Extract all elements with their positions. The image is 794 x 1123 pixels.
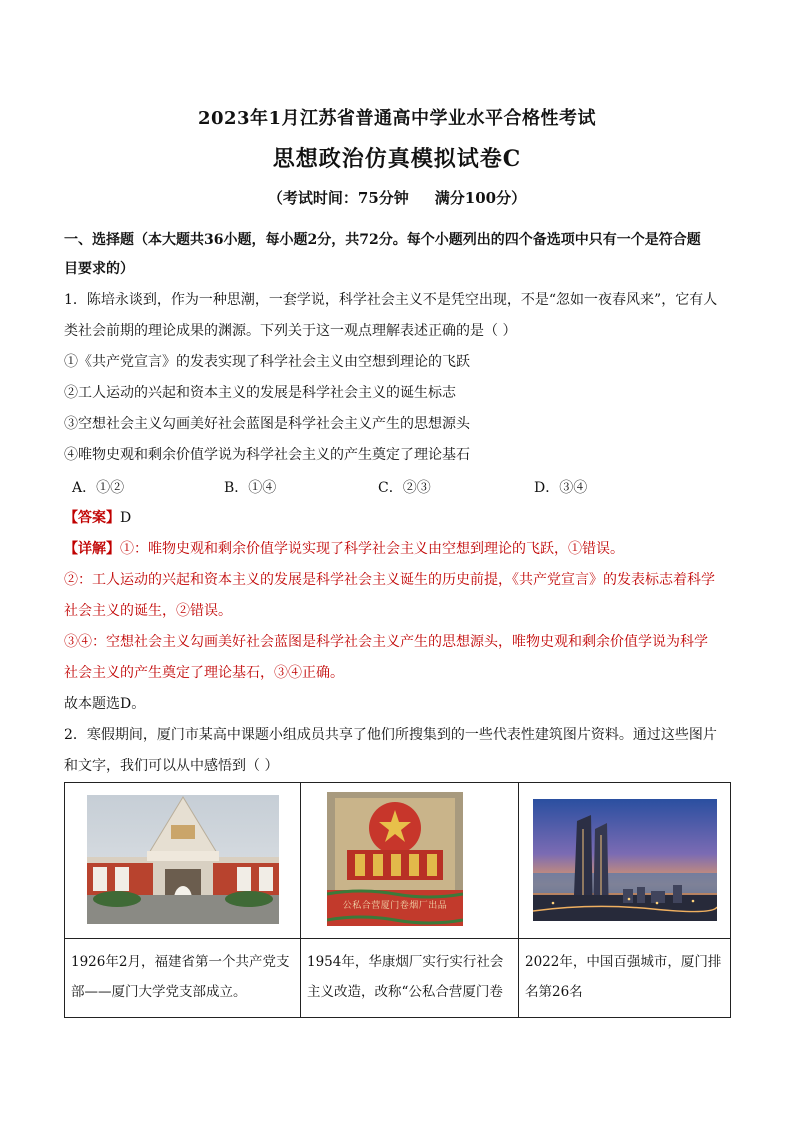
q2-image-table	[64, 782, 731, 1018]
q1-item: ③空想社会主义勾画美好社会蓝图是科学社会主义产生的思想源头	[64, 416, 470, 432]
answer-line	[64, 507, 732, 529]
section-heading-line: 一、选择题（本大题共36小题，每小题2分，共72分。每个小题列出的四个备选项中只有一个是符合题	[64, 232, 701, 248]
detail-line: 社会主义的诞生，②错误。	[64, 603, 232, 619]
answer-label: 【答案】	[64, 510, 120, 526]
q2-stem-line: 和文字，我们可以从中感悟到（ ）	[64, 758, 279, 774]
option-c: C．②③	[378, 480, 431, 496]
caption-cell: 1926年2月，福建省第一个共产党支部——厦门大学党支部成立。	[65, 939, 301, 1018]
option-b: B．①④	[224, 480, 277, 496]
section-heading	[64, 226, 732, 284]
q1-item: ②工人运动的兴起和资本主义的发展是科学社会主义的诞生标志	[64, 385, 456, 401]
section-heading-line: 目要求的）	[64, 261, 134, 277]
q1-stem-line: 1．陈培永谈到，作为一种思潮，一套学说，科学社会主义不是凭空出现，不是“忽如一夜春风来”，它有人	[64, 292, 718, 308]
conclusion-line: 故本题选D。	[64, 696, 146, 712]
exam-time: （考试时间：75分钟	[267, 189, 409, 207]
exam-title: 2023年1月江苏省普通高中学业水平合格性考试	[197, 108, 597, 129]
caption-cell: 1954年，华康烟厂实行实行社会主义改造，改称“公私合营厦门卷	[301, 939, 519, 1018]
detail-text: ①：唯物史观和剩余价值学说实现了科学社会主义由空想到理论的飞跃，①错误。	[120, 541, 624, 557]
q1-item: ④唯物史观和剩余价值学说为科学社会主义的产生奠定了理论基石	[64, 447, 470, 463]
xiamen-skyline-photo	[533, 799, 717, 921]
exam-subtitle: 思想政治仿真模拟试卷C	[272, 146, 522, 172]
poster-text: 公私合营厦门卷烟厂出品	[342, 901, 448, 911]
exam-info	[0, 187, 794, 208]
image-cell	[301, 783, 519, 939]
cigarette-factory-poster	[327, 792, 463, 926]
q1-options	[72, 477, 732, 499]
image-cell	[65, 783, 301, 939]
q1-stem-line: 类社会前期的理论成果的渊源。下列关于这一观点理解表述正确的是（ ）	[64, 323, 517, 339]
option-a: A．①②	[72, 480, 125, 496]
exam-score: 满分100分）	[434, 189, 527, 207]
detail-line: 社会主义的产生奠定了理论基石，③④正确。	[64, 665, 344, 681]
image-cell	[519, 783, 731, 939]
caption-cell: 2022年，中国百强城市，厦门排名第26名	[519, 939, 731, 1018]
party-branch-building-photo	[87, 795, 279, 924]
detail-line: ③④：空想社会主义勾画美好社会蓝图是科学社会主义产生的思想源头，唯物史观和剩余价值学说为科学	[64, 634, 708, 650]
detail-line: ②：工人运动的兴起和资本主义的发展是科学社会主义诞生的历史前提，《共产党宣言》的发表标志着科学	[64, 572, 715, 588]
detail-line	[64, 538, 732, 560]
answer-value: D	[120, 510, 132, 526]
q1-item: ①《共产党宣言》的发表实现了科学社会主义由空想到理论的飞跃	[64, 354, 470, 370]
detail-label: 【详解】	[64, 541, 120, 557]
q2-stem-line: 2．寒假期间，厦门市某高中课题小组成员共享了他们所搜集到的一些代表性建筑图片资料。通过这些图片	[64, 727, 717, 743]
option-d: D．③④	[534, 480, 588, 496]
